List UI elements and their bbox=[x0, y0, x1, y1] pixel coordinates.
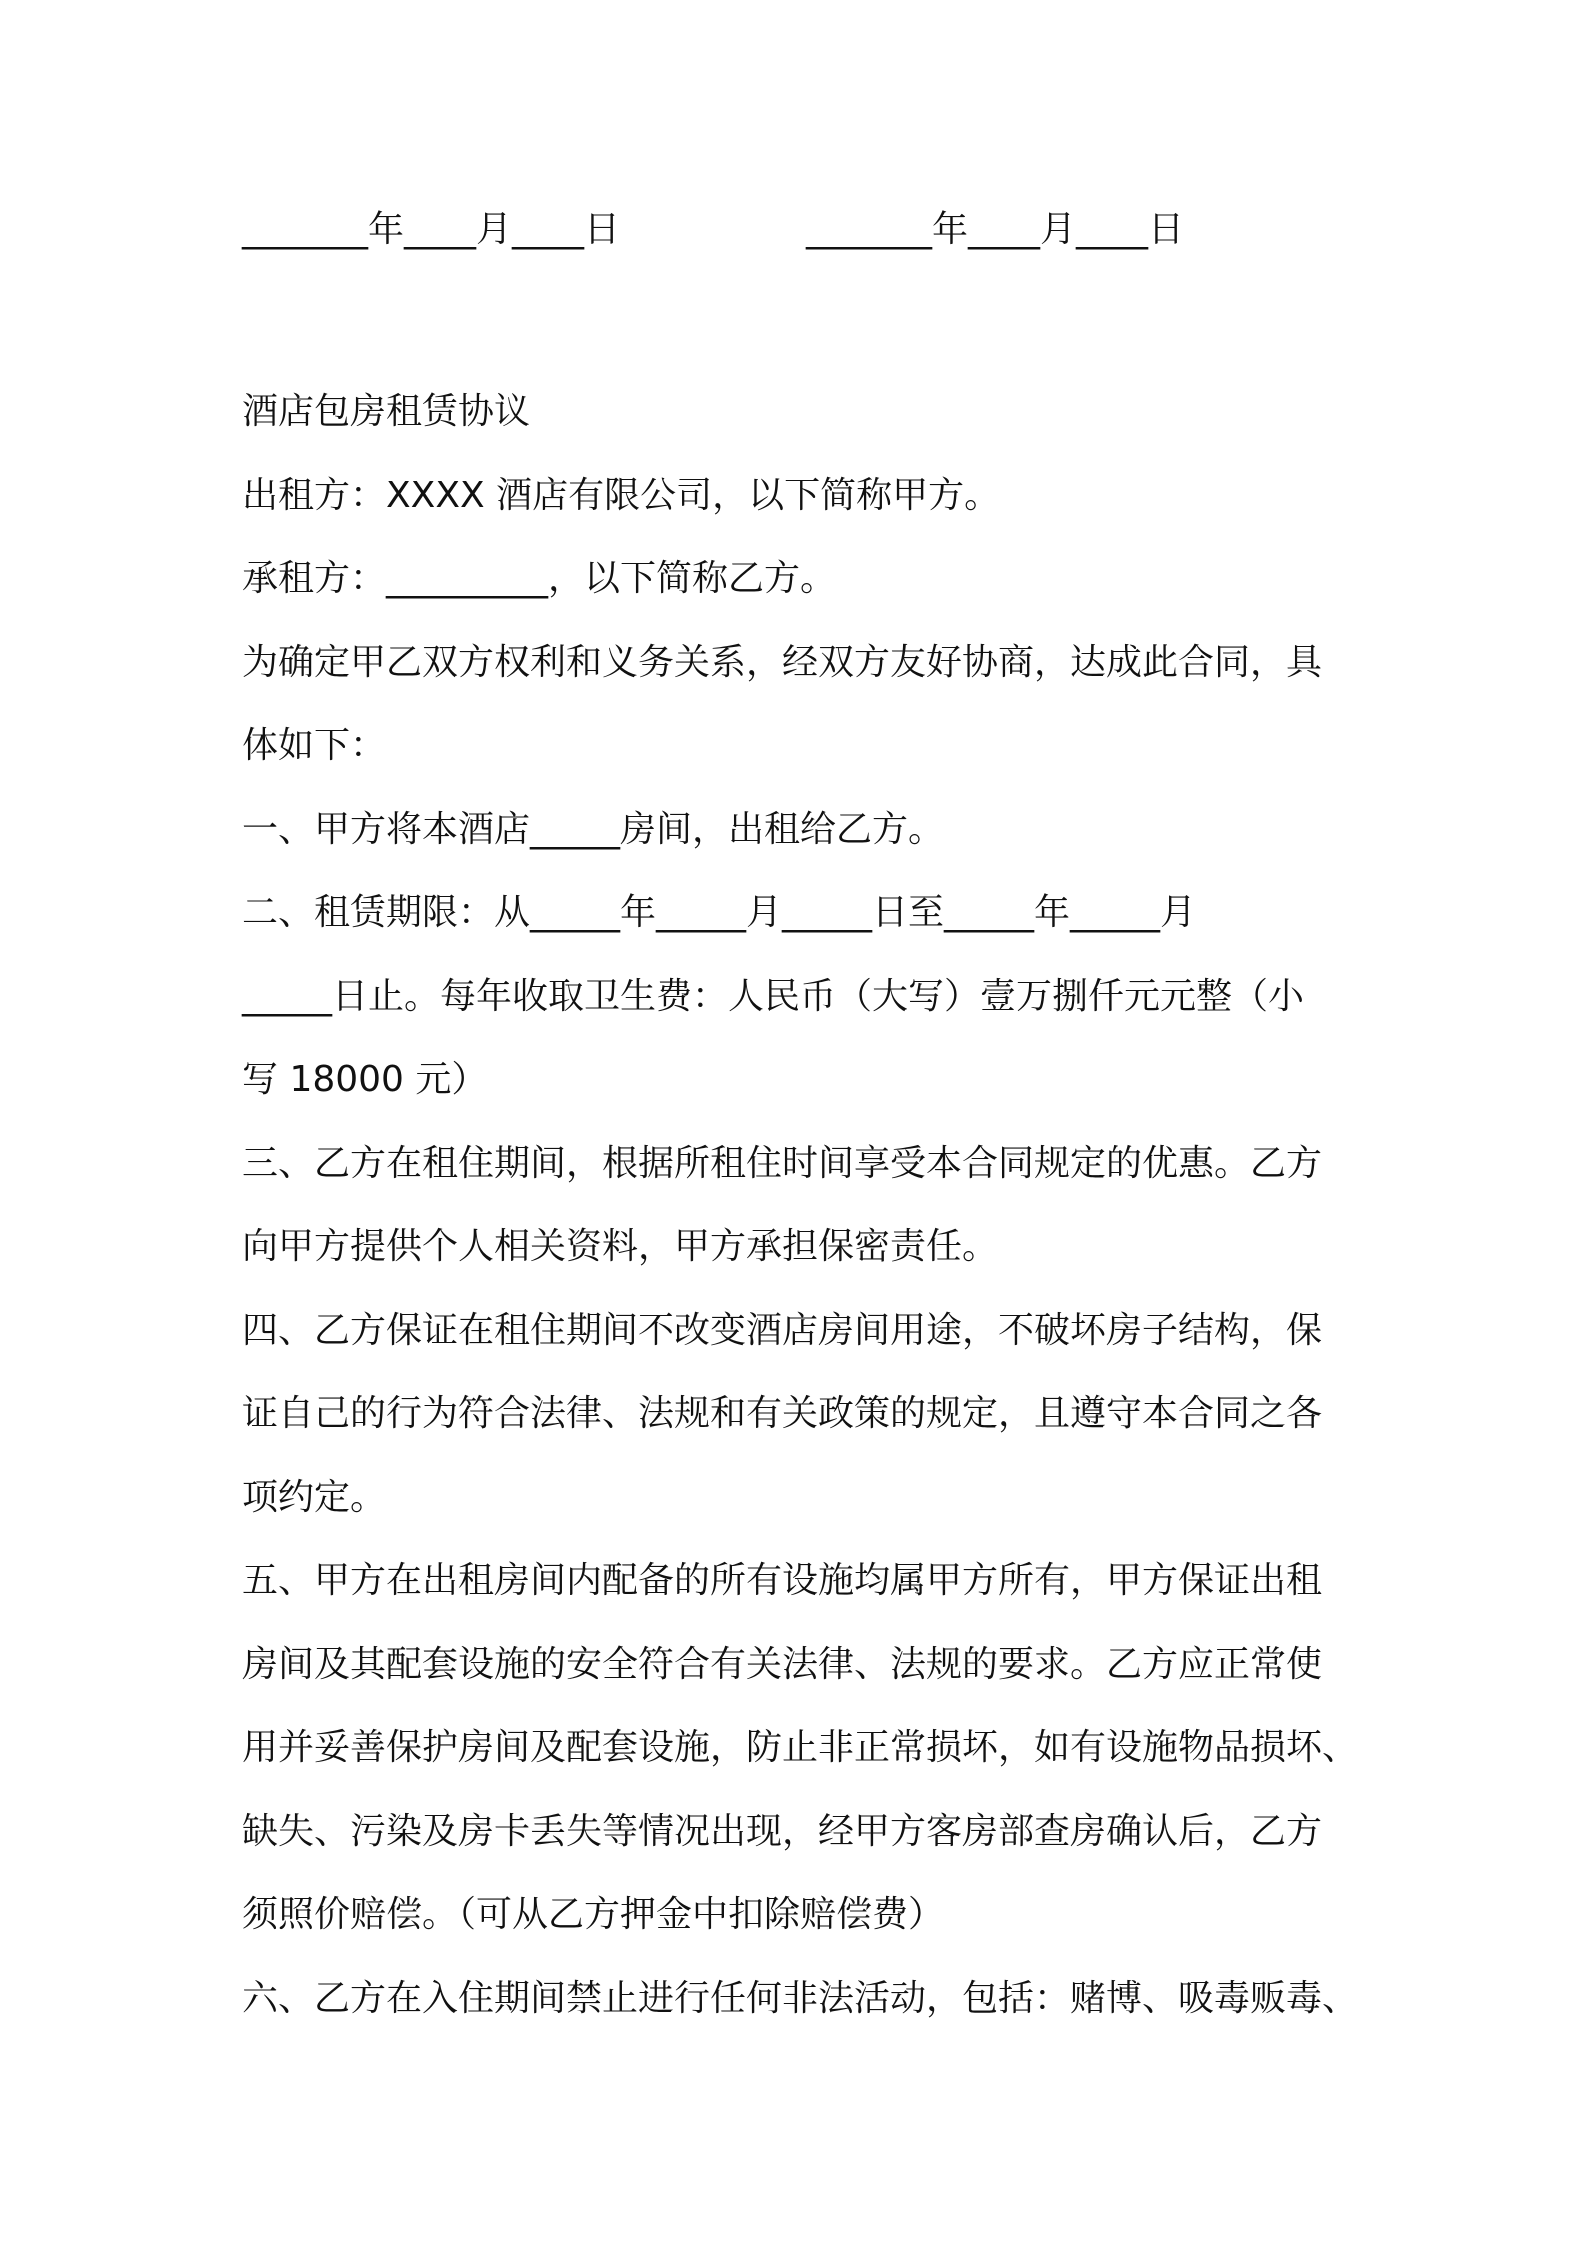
clause-5-line: 五、甲方在出租房间内配备的所有设施均属甲方所有，甲方保证出租 bbox=[242, 1560, 1323, 1601]
clause-5-line: 用并妥善保护房间及配套设施，防止非正常损坏，如有设施物品损坏、 bbox=[242, 1727, 1359, 1768]
clause-4-line: 项约定。 bbox=[242, 1476, 387, 1518]
signature-date-right: _______年____月____日 bbox=[806, 209, 1184, 250]
agreement-title: 酒店包房租赁协议 bbox=[242, 391, 531, 432]
clause-6-line: 六、乙方在入住期间禁止进行任何非法活动，包括：赌博、吸毒贩毒、 bbox=[242, 1977, 1359, 2019]
clause-5-line: 须照价赔偿。（可从乙方押金中扣除赔偿费） bbox=[242, 1894, 945, 1935]
clause-2-line: 二、租赁期限：从_____年_____月_____日至_____年_____月 bbox=[242, 892, 1197, 933]
clause-5-line: 房间及其配套设施的安全符合有关法律、法规的要求。乙方应正常使 bbox=[242, 1643, 1323, 1685]
lessee-line: 承租方：_________，以下简称乙方。 bbox=[242, 558, 837, 599]
clause-4-line: 四、乙方保证在租住期间不改变酒店房间用途，不破坏房子结构，保 bbox=[242, 1309, 1323, 1351]
clause-5-line: 缺失、污染及房卡丢失等情况出现，经甲方客房部查房确认后，乙方 bbox=[242, 1810, 1323, 1852]
clause-3-line: 三、乙方在租住期间，根据所租住时间享受本合同规定的优惠。乙方 bbox=[242, 1142, 1323, 1184]
clause-3-line: 向甲方提供个人相关资料，甲方承担保密责任。 bbox=[242, 1226, 999, 1267]
lessor-line: 出租方：XXXX 酒店有限公司，以下简称甲方。 bbox=[242, 474, 1001, 516]
clause-4-line: 证自己的行为符合法律、法规和有关政策的规定，且遵守本合同之各 bbox=[242, 1393, 1323, 1434]
signature-date-left: _______年____月____日 bbox=[242, 209, 620, 250]
clause-2-line: _____日止。每年收取卫生费：人民币（大写）壹万捌仟元元整（小 bbox=[242, 975, 1305, 1017]
clause-2-line: 写 18000 元） bbox=[242, 1059, 488, 1100]
agreement-body bbox=[242, 370, 1362, 2040]
clause-1-line: 一、甲方将本酒店_____房间，出租给乙方。 bbox=[242, 808, 945, 850]
preamble-line: 体如下： bbox=[242, 725, 387, 766]
preamble-line: 为确定甲乙双方权利和义务关系，经双方友好协商，达成此合同，具 bbox=[242, 641, 1323, 683]
